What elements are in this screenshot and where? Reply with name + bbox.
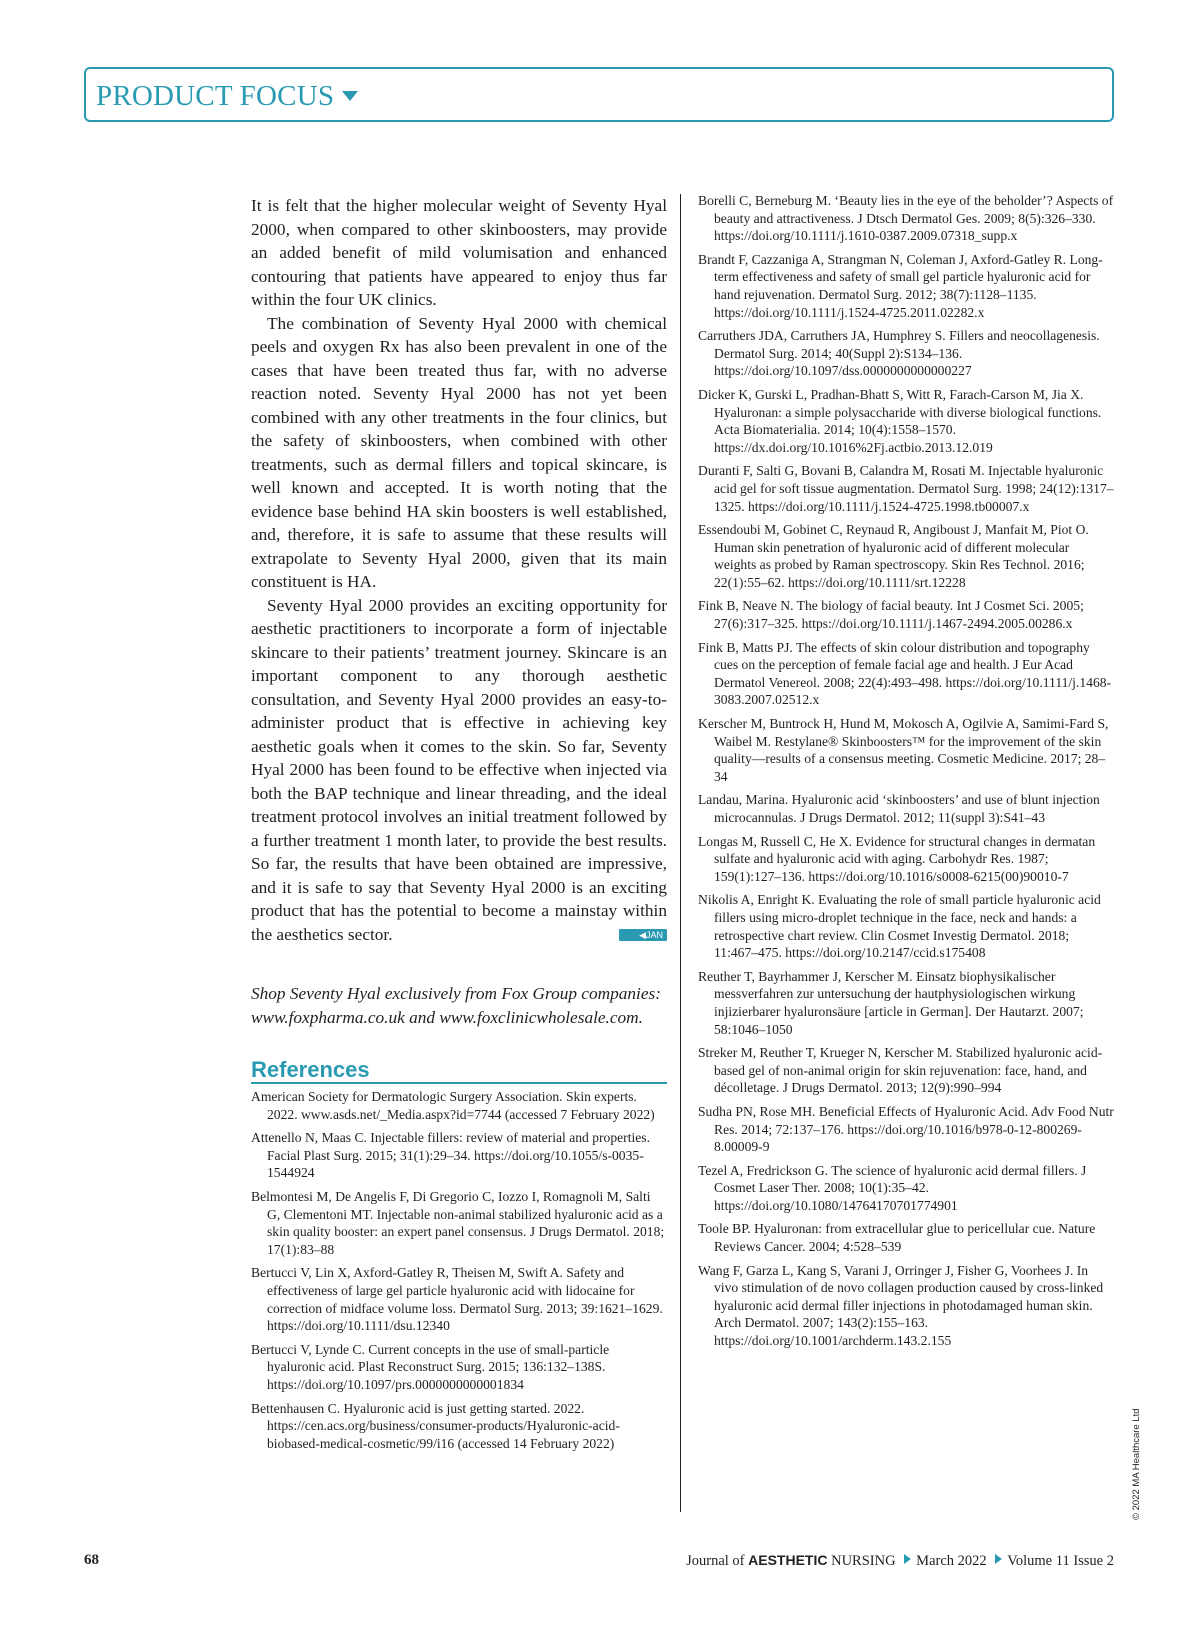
reference-item: Essendoubi M, Gobinet C, Reynaud R, Angiboust J, Manfait M, Piot O. Human skin penetration of hyaluronic acid of different molecular weights as probed by Raman spectroscopy. Skin Res Technol. 2016; 22(1):55–62. https://doi.org/10.1111/srt.12228 xyxy=(698,522,1089,590)
triangle-right-icon xyxy=(995,1554,1002,1564)
body-paragraph-2: The combination of Seventy Hyal 2000 with chemical peels and oxygen Rx has also been prevalent in one of the cases that have been treated thus far, with no adverse reaction noted. Seventy Hyal 2000 has not yet been combined with any other treatments in the four clinics, but the safety of skinboosters, when combined with other treatments, such as dermal fillers and topical skincare, is well known and accepted. It is worth noting that the evidence base behind HA skin boosters is well established, and, therefore, it is safe to assume that these results will extrapolate to Seventy Hyal 2000, given that its main constituent is HA. xyxy=(251,313,667,591)
reference-item: Toole BP. Hyaluronan: from extracellular glue to pericellular cue. Nature Reviews Cancer. 2004; 4:528–539 xyxy=(698,1221,1096,1255)
issue-date: March 2022 xyxy=(916,1553,987,1569)
reference-item: Wang F, Garza L, Kang S, Varani J, Orringer J, Fisher G, Voorhees J. In vivo stimulation of de novo collagen production caused by cross-linked hyaluronic acid dermal filler injections in photodamaged human skin. Arch Dermatol. 2007; 143(2):155–163. https://doi.org/10.1001/archderm.143.2.155 xyxy=(698,1262,1104,1349)
right-column xyxy=(698,192,1114,1356)
journal-prefix: Journal of xyxy=(686,1553,749,1569)
reference-item: Bettenhausen C. Hyaluronic acid is just getting started. 2022. https://cen.acs.org/business/consumer-products/Hyaluronic-acid-biobased-medical-cosmetic/99/i16 (accessed 14 February 2022) xyxy=(251,1400,620,1451)
references-heading: References xyxy=(251,1058,667,1084)
end-mark-arrow-icon: ◀ xyxy=(639,929,646,940)
reference-item: Streker M, Reuther T, Krueger N, Kerscher M. Stabilized hyaluronic acid-based gel of non-animal origin for skin rejuvenation: face, hand, and décolletage. J Drugs Dermatol. 2013; 12(9):990–994 xyxy=(698,1045,1103,1096)
reference-item: Attenello N, Maas C. Injectable fillers: review of material and properties. Facial Plast Surg. 2015; 31(1):29–34. https://doi.org/10.1055/s-0035-1544924 xyxy=(251,1130,650,1181)
reference-item: Carruthers JDA, Carruthers JA, Humphrey S. Fillers and neocollagenesis. Dermatol Surg. 2014; 40(Suppl 2):S134–136. https://doi.org/10.1097/dss.0000000000000227 xyxy=(698,328,1100,379)
article-body xyxy=(251,194,667,946)
journal-suffix: NURSING xyxy=(827,1553,896,1569)
reference-item: Longas M, Russell C, He X. Evidence for structural changes in dermatan sulfate and hyaluronic acid with aging. Carbohydr Res. 1987; 159(1):127–136. https://doi.org/10.1016/s0008-6215(00)90010-7 xyxy=(698,833,1096,884)
reference-item: Bertucci V, Lynde C. Current concepts in the use of small-particle hyaluronic acid. Plast Reconstruct Surg. 2015; 136:132–138S. https://doi.org/10.1097/prs.0000000000001834 xyxy=(251,1341,610,1392)
references-list-left xyxy=(251,1088,667,1452)
triangle-right-icon xyxy=(904,1554,911,1564)
reference-item: Landau, Marina. Hyaluronic acid ‘skinboosters’ and use of blunt injection microcannulas. J Drugs Dermatol. 2012; 11(suppl 3):S41–43 xyxy=(698,792,1100,825)
reference-item: American Society for Dermatologic Surgery Association. Skin experts. 2022. www.asds.net/_Media.aspx?id=7744 (accessed 7 February 2022) xyxy=(251,1089,655,1122)
reference-item: Tezel A, Fredrickson G. The science of hyaluronic acid dermal fillers. J Cosmet Laser Ther. 2008; 10(1):35–42. https://doi.org/10.1080/14764170701774901 xyxy=(698,1162,1087,1213)
reference-item: Reuther T, Bayrhammer J, Kerscher M. Einsatz biophysikalischer messverfahren zur untersuchung der hautphysiologischen wirkung injizierbarer hyaluronsäure [article in German]. Der Hautarzt. 2007; 58:1046–1050 xyxy=(698,968,1084,1037)
section-title xyxy=(96,80,358,113)
references-list-right xyxy=(698,192,1114,1350)
page-number: 68 xyxy=(84,1552,99,1568)
copyright-notice: © 2022 MA Healthcare Ltd xyxy=(1131,1408,1142,1520)
journal-end-mark xyxy=(619,929,667,941)
reference-item: Borelli C, Berneburg M. ‘Beauty lies in the eye of the beholder’? Aspects of beauty and attractiveness. J Dtsch Dermatol Ges. 2009; 8(5):326–330. https://doi.org/10.1111/j.1610-0387.2009.07318_supp.x xyxy=(698,193,1114,244)
reference-item: Dicker K, Gurski L, Pradhan-Bhatt S, Witt R, Farach-Carson M, Jia X. Hyaluronan: a simple polysaccharide with diverse biological functions. Acta Biomaterialia. 2014; 10(4):1558–1570. https://dx.doi.org/10.1016%2Fj.actbio.2013.12.019 xyxy=(698,386,1102,455)
reference-item: Brandt F, Cazzaniga A, Strangman N, Coleman J, Axford-Gatley R. Long-term effectiveness and safety of small gel particle hyaluronic acid for hand rejuvenation. Dermatol Surg. 2012; 38(7):1128–1135. https://doi.org/10.1111/j.1524-4725.2011.02282.x xyxy=(698,251,1103,320)
section-title-text: PRODUCT FOCUS xyxy=(96,80,335,112)
triangle-down-icon xyxy=(342,91,358,101)
end-mark-text: JAN xyxy=(645,929,663,940)
reference-item: Fink B, Neave N. The biology of facial beauty. Int J Cosmet Sci. 2005; 27(6):317–325. https://doi.org/10.1111/j.1467-2494.2005.00286.x xyxy=(698,598,1084,632)
reference-item: Bertucci V, Lin X, Axford-Gatley R, Theisen M, Swift A. Safety and effectiveness of large gel particle hyaluronic acid with lidocaine for correction of midface volume loss. Dermatol Surg. 2013; 39:1621–1629. https://doi.org/10.1111/dsu.12340 xyxy=(251,1265,663,1334)
shop-note: Shop Seventy Hyal exclusively from Fox Group companies: www.foxpharma.co.uk and www.foxclinicwholesale.com. xyxy=(251,984,661,1027)
reference-item: Sudha PN, Rose MH. Beneficial Effects of Hyaluronic Acid. Adv Food Nutr Res. 2014; 72:137–176. https://doi.org/10.1016/b978-0-12-800269-8.00009-9 xyxy=(698,1103,1114,1155)
journal-name-bold: AESTHETIC xyxy=(748,1552,828,1568)
volume-issue: Volume 11 Issue 2 xyxy=(1007,1553,1114,1569)
reference-item: Kerscher M, Buntrock H, Hund M, Mokosch A, Ogilvie A, Samimi-Fard S, Waibel M. Restylane® Skinboosters™ for the improvement of the skin quality—results of a consensus meeting. Cosmetic Medicine. 2017; 28–34 xyxy=(698,716,1109,784)
body-paragraph-1: It is felt that the higher molecular weight of Seventy Hyal 2000, when compared to other skinboosters, may provide an added benefit of mild volumisation and enhanced contouring that patients have appeared to enjoy thus far within the four UK clinics. xyxy=(251,196,667,309)
left-column xyxy=(251,194,667,1458)
reference-item: Nikolis A, Enright K. Evaluating the role of small particle hyaluronic acid fillers using micro-droplet technique in the face, neck and hands: a retrospective chart review. Clin Cosmet Investig Dermatol. 2018; 11:467–475. https://doi.org/10.2147/ccid.s175408 xyxy=(698,892,1101,961)
section-header-box xyxy=(84,67,1114,122)
reference-item: Duranti F, Salti G, Bovani B, Calandra M, Rosati M. Injectable hyaluronic acid gel for soft tissue augmentation. Dermatol Surg. 1998; 24(12):1317–1325. https://doi.org/10.1111/j.1524-4725.1998.tb00007.x xyxy=(698,463,1114,514)
body-paragraph-3 xyxy=(251,594,667,947)
reference-item: Belmontesi M, De Angelis F, Di Gregorio C, Iozzo I, Romagnoli M, Salti G, Clementoni MT. Injectable non-animal stabilized hyaluronic acid as a skin quality booster: an expert panel consensus. J Drugs Dermatol. 2018; 17(1):83–88 xyxy=(251,1188,665,1257)
journal-footer xyxy=(686,1552,1114,1570)
body-paragraph-3-text: Seventy Hyal 2000 provides an exciting opportunity for aesthetic practitioners to incorporate a form of injectable skincare to their patients’ treatment journey. Skincare is an important component to any thorough aesthetic consultation, and Seventy Hyal 2000 provides an easy-to-administer product that is effective in achieving key aesthetic goals when it comes to the skin. So far, Seventy Hyal 2000 has been found to be effective when injected via both the BAP technique and linear threading, and the ideal treatment protocol involves an initial treatment followed by a further treatment 1 month later, to provide the best results. So far, the results that have been obtained are impressive, and it is safe to say that Seventy Hyal 2000 is an exciting product that has the potential to become a mainstay within the aesthetics sector. xyxy=(251,595,667,944)
reference-item: Fink B, Matts PJ. The effects of skin colour distribution and topography cues on the perception of female facial age and health. J Eur Acad Dermatol Venereol. 2008; 22(4):493–498. https://doi.org/10.1111/j.1468-3083.2007.02512.x xyxy=(698,639,1112,708)
column-divider xyxy=(680,194,681,1512)
